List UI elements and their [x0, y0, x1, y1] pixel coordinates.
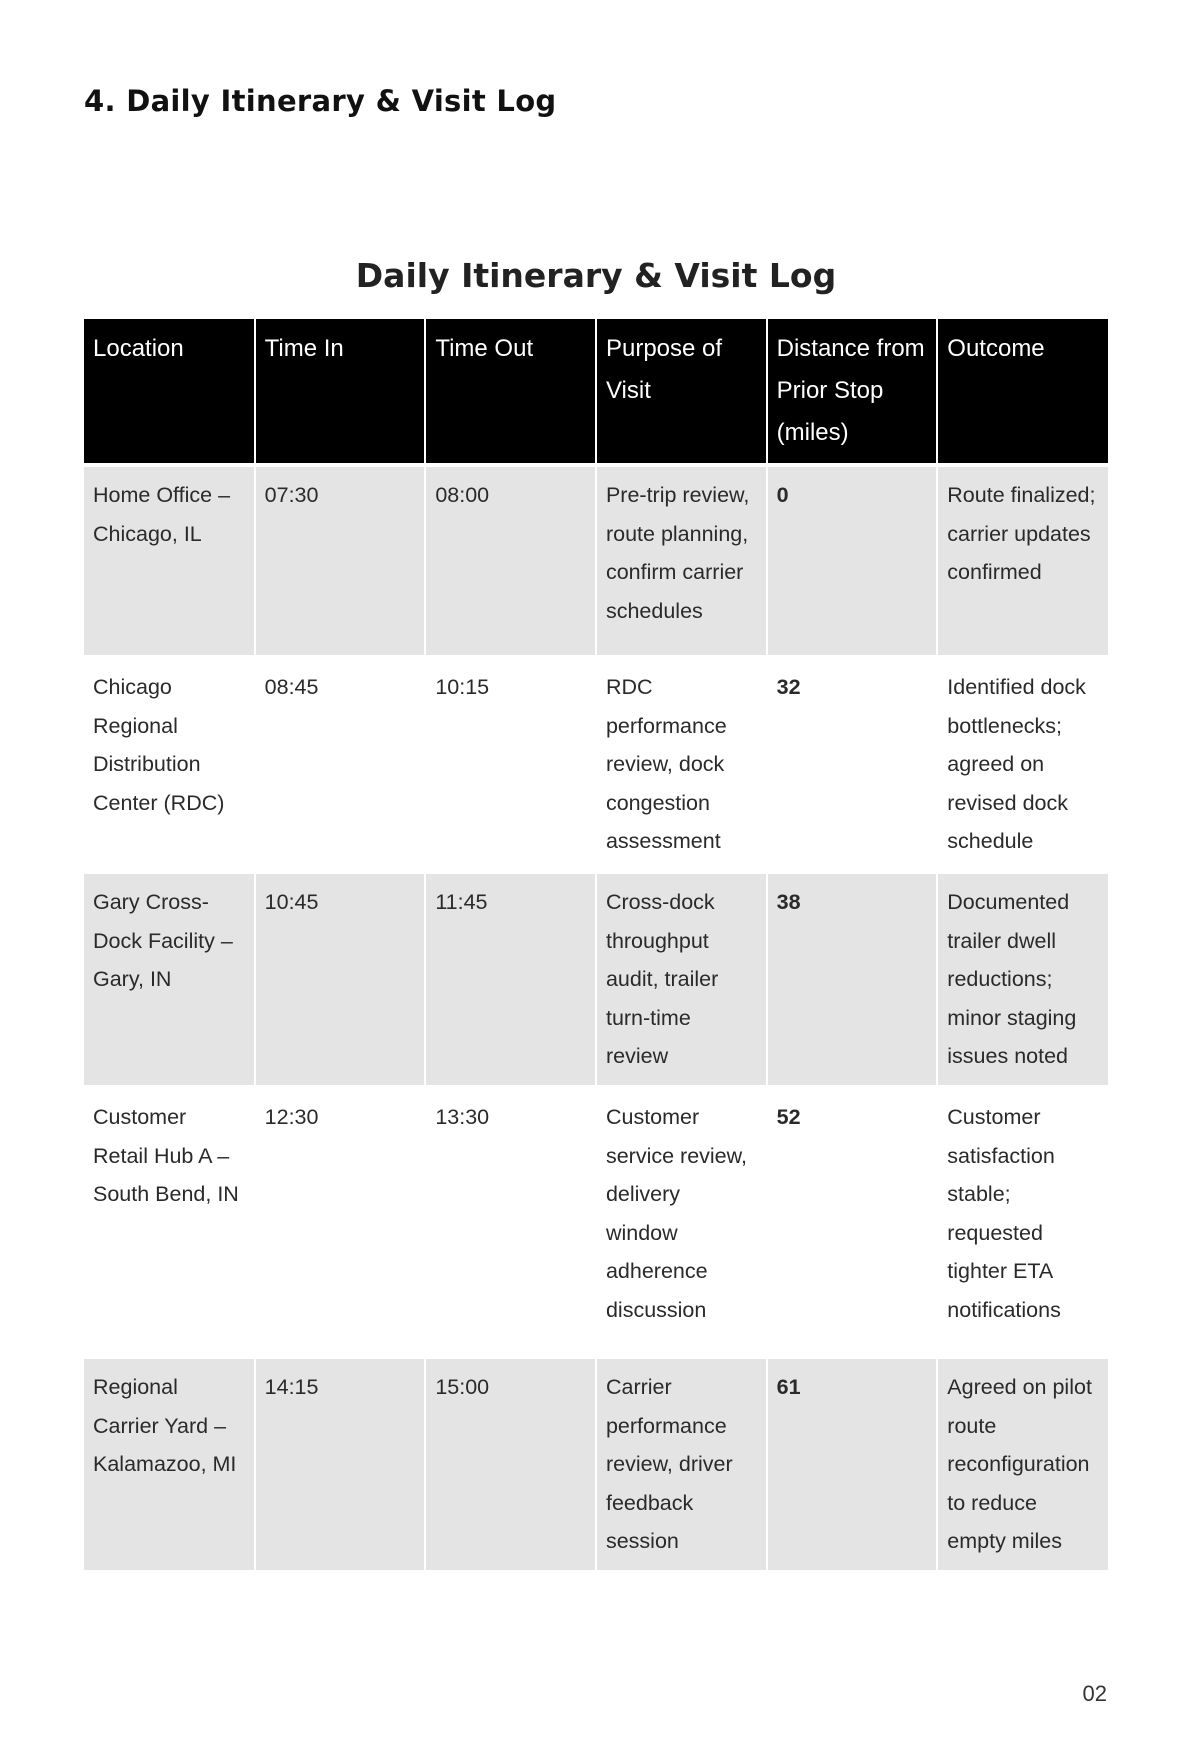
cell-time-out: 11:45 [425, 872, 596, 1087]
cell-time-in: 14:15 [255, 1357, 426, 1570]
table-body [84, 465, 1108, 1570]
column-header-time-in: Time In [255, 319, 426, 465]
cell-purpose: Cross-dock throughput audit, trailer turn-time review [596, 872, 767, 1087]
cell-outcome: Customer satisfaction stable; requested tighter ETA notifications [937, 1087, 1108, 1357]
column-header-time-out: Time Out [425, 319, 596, 465]
cell-time-in: 07:30 [255, 465, 426, 657]
section-heading: 4. Daily Itinerary & Visit Log [84, 84, 557, 118]
cell-distance: 0 [767, 465, 938, 657]
cell-outcome: Agreed on pilot route reconfiguration to reduce empty miles [937, 1357, 1108, 1570]
table-row [84, 1357, 1108, 1570]
cell-outcome: Documented trailer dwell reductions; minor staging issues noted [937, 872, 1108, 1087]
cell-distance: 52 [767, 1087, 938, 1357]
cell-purpose: RDC performance review, dock congestion assessment [596, 657, 767, 872]
cell-purpose: Pre-trip review, route planning, confirm carrier schedules [596, 465, 767, 657]
column-header-outcome: Outcome [937, 319, 1108, 465]
cell-time-out: 13:30 [425, 1087, 596, 1357]
table-title: Daily Itinerary & Visit Log [355, 256, 837, 295]
cell-location: Home Office – Chicago, IL [84, 465, 255, 657]
cell-time-in: 08:45 [255, 657, 426, 872]
cell-location: Regional Carrier Yard – Kalamazoo, MI [84, 1357, 255, 1570]
table-row [84, 465, 1108, 657]
cell-outcome: Route finalized; carrier updates confirmed [937, 465, 1108, 657]
cell-time-out: 08:00 [425, 465, 596, 657]
column-header-location: Location [84, 319, 255, 465]
cell-time-in: 12:30 [255, 1087, 426, 1357]
header-row [84, 319, 1108, 465]
itinerary-table [84, 319, 1108, 1570]
cell-distance: 61 [767, 1357, 938, 1570]
column-header-distance: Distance from Prior Stop (miles) [767, 319, 938, 465]
table-row [84, 872, 1108, 1087]
cell-purpose: Customer service review, delivery window adherence discussion [596, 1087, 767, 1357]
cell-time-out: 10:15 [425, 657, 596, 872]
cell-purpose: Carrier performance review, driver feedback session [596, 1357, 767, 1570]
page-number: 02 [1082, 1681, 1107, 1706]
table-row [84, 1087, 1108, 1357]
cell-distance: 38 [767, 872, 938, 1087]
cell-location: Customer Retail Hub A – South Bend, IN [84, 1087, 255, 1357]
table-row [84, 657, 1108, 872]
cell-location: Chicago Regional Distribution Center (RDC) [84, 657, 255, 872]
cell-outcome: Identified dock bottlenecks; agreed on revised dock schedule [937, 657, 1108, 872]
cell-location: Gary Cross-Dock Facility – Gary, IN [84, 872, 255, 1087]
table-header [84, 319, 1108, 465]
cell-time-out: 15:00 [425, 1357, 596, 1570]
cell-distance: 32 [767, 657, 938, 872]
column-header-purpose: Purpose of Visit [596, 319, 767, 465]
cell-time-in: 10:45 [255, 872, 426, 1087]
